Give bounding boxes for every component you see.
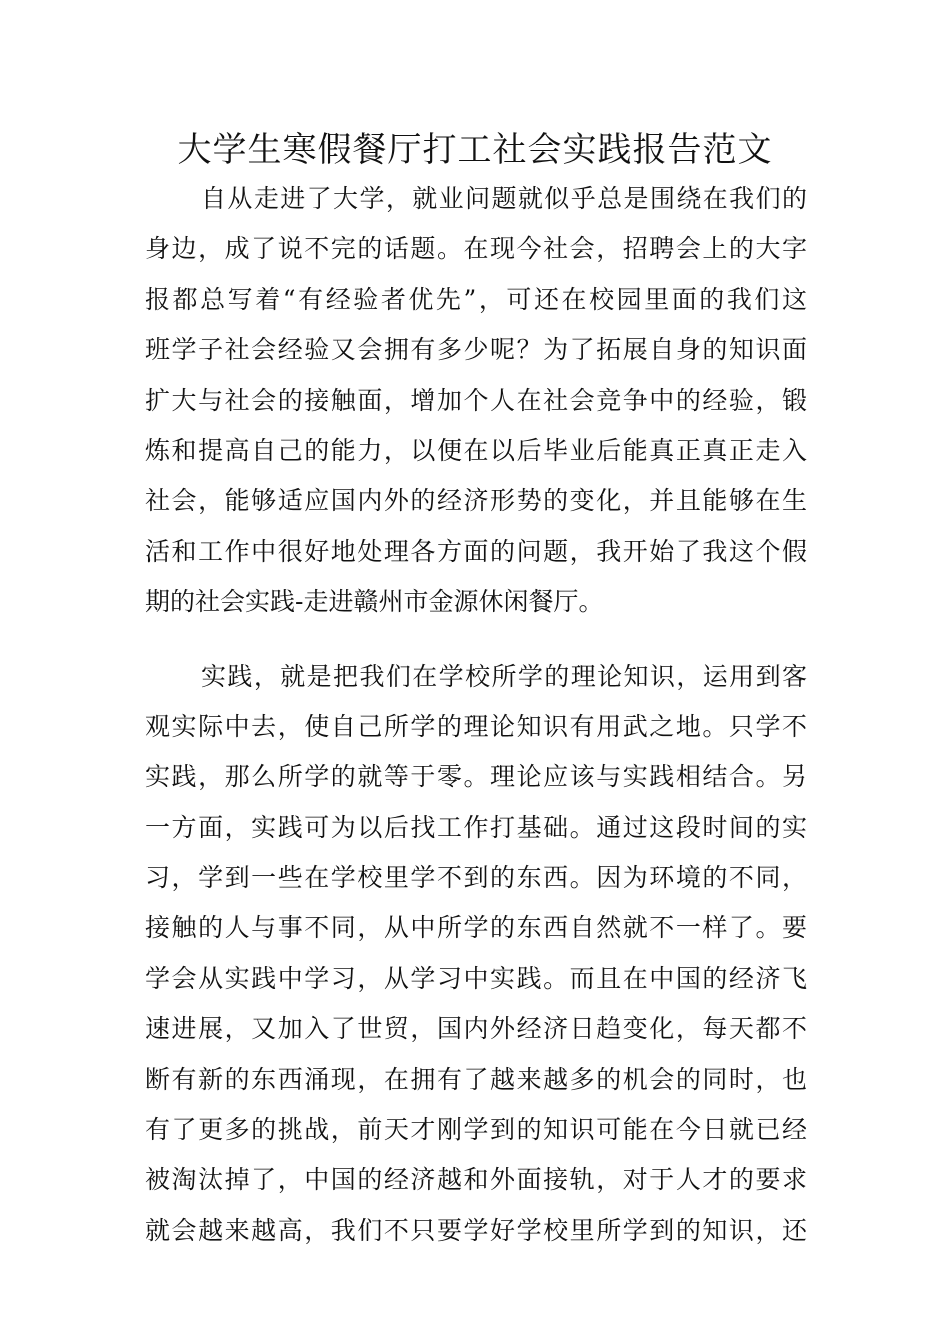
paragraph-line: 学会从实践中学习，从学习中实践。而且在中国的经济飞: [145, 963, 807, 993]
paragraph-line: 接触的人与事不同，从中所学的东西自然就不一样了。要: [145, 913, 807, 943]
paragraph-line: 活和工作中很好地处理各方面的问题，我开始了我这个假: [145, 536, 807, 566]
paragraph-line: 身边，成了说不完的话题。在现今社会，招聘会上的大字: [145, 234, 807, 264]
paragraph-line: 自从走进了大学，就业问题就似乎总是围绕在我们的: [201, 184, 807, 213]
paragraph-line: 观实际中去，使自己所学的理论知识有用武之地。只学不: [145, 711, 807, 741]
paragraph-spacer: [145, 628, 807, 652]
paragraph-line: 被淘汰掉了，中国的经济越和外面接轨，对于人才的要求: [145, 1165, 807, 1195]
paragraph-1: [145, 174, 807, 628]
paragraph-line: 扩大与社会的接触面，增加个人在社会竞争中的经验，锻: [145, 385, 807, 415]
paragraph-line: 速进展，又加入了世贸，国内外经济日趋变化，每天都不: [145, 1014, 807, 1044]
paragraph-line: 社会，能够适应国内外的经济形势的变化，并且能够在生: [145, 486, 807, 516]
document-title: 大学生寒假餐厅打工社会实践报告范文: [177, 130, 773, 170]
paragraph-2: [145, 652, 807, 1257]
paragraph-line: 报都总写着“有经验者优先”，可还在校园里面的我们这: [145, 284, 807, 314]
paragraph-line: 炼和提高自己的能力，以便在以后毕业后能真正真正走入: [145, 435, 807, 465]
paragraph-line: 班学子社会经验又会拥有多少呢？为了拓展自身的知识面: [145, 335, 807, 365]
paragraph-line: 习，学到一些在学校里学不到的东西。因为环境的不同，: [145, 863, 807, 893]
paragraph-line: 一方面，实践可为以后找工作打基础。通过这段时间的实: [145, 812, 807, 842]
paragraph-line: 期的社会实践-走进赣州市金源休闲餐厅。: [145, 587, 604, 617]
paragraph-line: 有了更多的挑战，前天才刚学到的知识可能在今日就已经: [145, 1115, 807, 1145]
paragraph-line: 断有新的东西涌现，在拥有了越来越多的机会的同时，也: [145, 1064, 807, 1094]
document-body: [145, 174, 807, 1256]
paragraph-line: 就会越来越高，我们不只要学好学校里所学到的知识，还: [145, 1215, 807, 1245]
paragraph-line: 实践，就是把我们在学校所学的理论知识，运用到客: [201, 661, 807, 691]
paragraph-line: 实践，那么所学的就等于零。理论应该与实践相结合。另: [145, 762, 807, 792]
